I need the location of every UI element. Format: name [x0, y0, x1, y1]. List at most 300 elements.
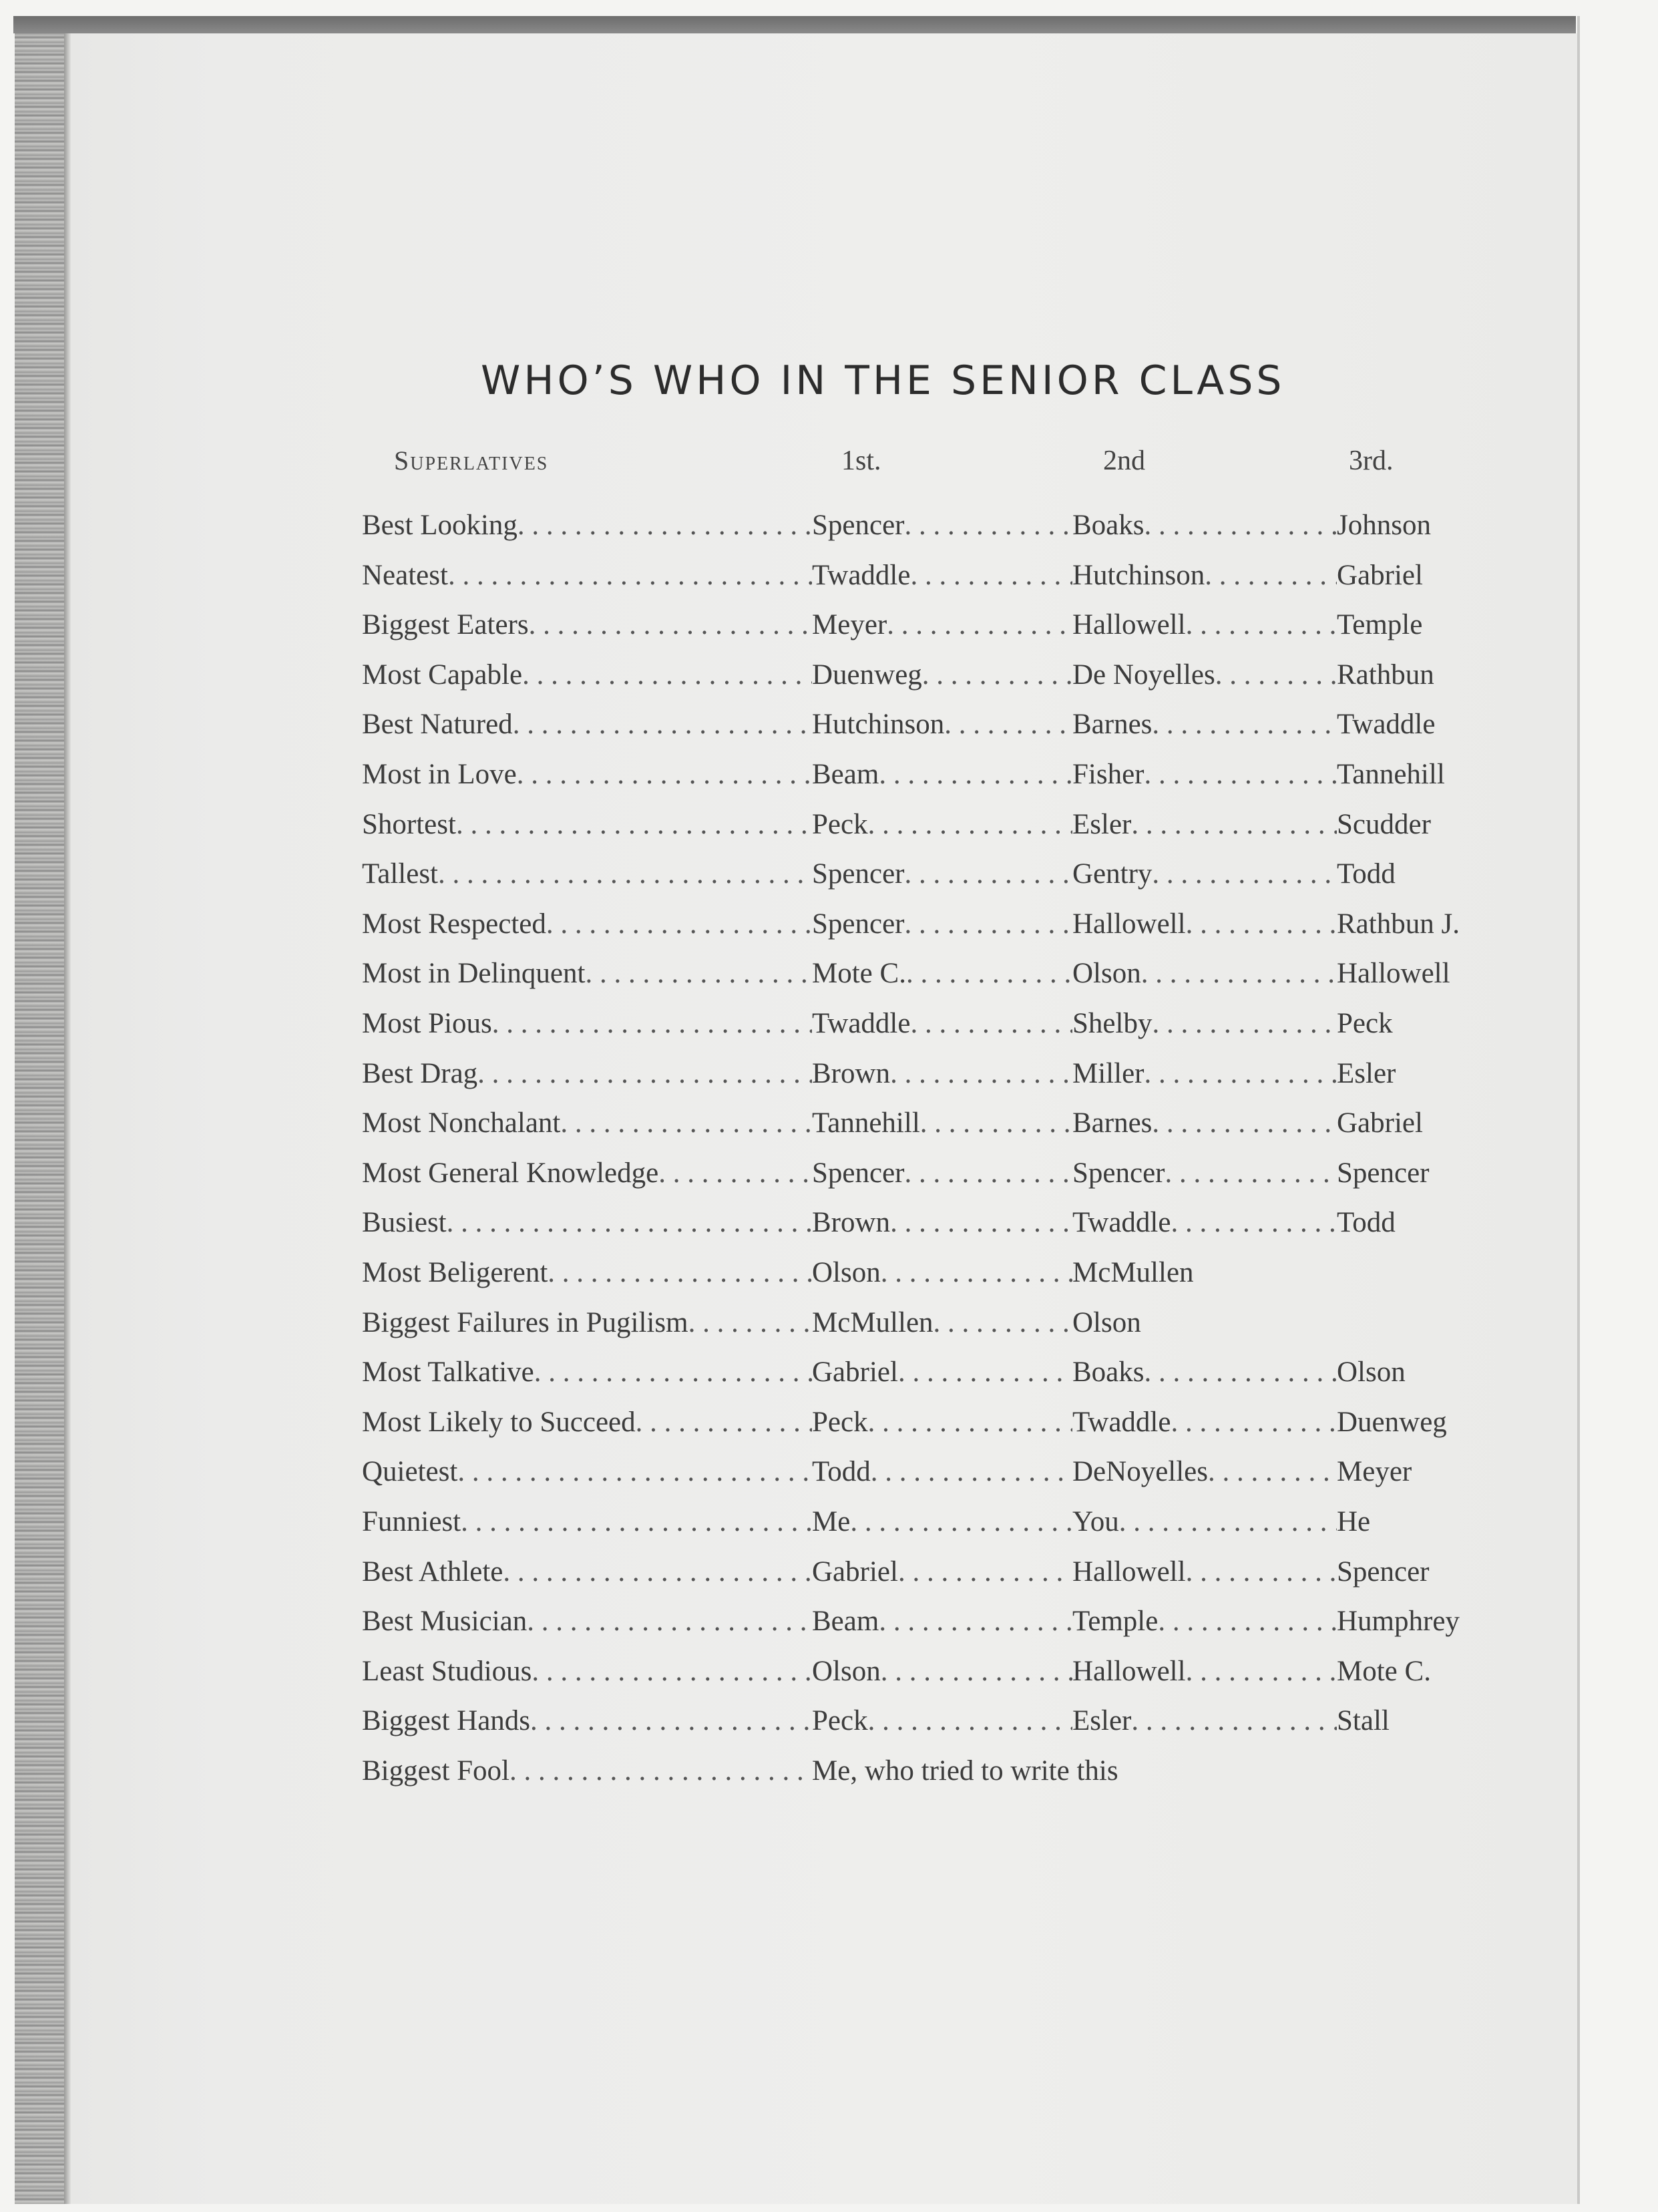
dot-leader	[910, 559, 1072, 592]
second-place: Barnes	[1072, 1107, 1153, 1139]
table-row	[0, 1107, 1658, 1147]
second-place-cell	[1072, 1406, 1337, 1446]
second-place: Twaddle	[1072, 1407, 1171, 1438]
first-place-cell	[812, 1306, 1072, 1346]
superlative-label: Busiest	[362, 1207, 447, 1238]
superlative-label-cell	[362, 1306, 812, 1346]
third-place-cell	[1337, 758, 1577, 798]
dot-leader	[1152, 1107, 1337, 1139]
superlative-label: Most Likely to Succeed	[362, 1407, 636, 1438]
third-place-cell	[1337, 1057, 1577, 1097]
second-place: DeNoyelles	[1072, 1456, 1208, 1487]
third-place-cell	[1337, 908, 1577, 948]
dot-leader	[457, 1455, 812, 1488]
third-place: Spencer	[1337, 1157, 1430, 1189]
superlative-label: Least Studious	[362, 1656, 532, 1687]
first-place-cell	[812, 1505, 1072, 1545]
second-place-cell	[1072, 858, 1337, 898]
superlative-label-cell	[362, 1007, 812, 1047]
dot-leader	[1145, 509, 1337, 542]
third-place: Scudder	[1337, 809, 1431, 840]
table-row	[0, 1356, 1658, 1396]
superlative-label: Most Talkative	[362, 1356, 534, 1388]
dot-leader	[438, 858, 812, 890]
second-place: Shelby	[1072, 1008, 1153, 1039]
first-place: Spencer	[812, 858, 905, 890]
table-row	[0, 808, 1658, 848]
third-place-cell	[1337, 1007, 1577, 1047]
first-place: Olson	[812, 1257, 881, 1288]
third-place-cell	[1337, 559, 1577, 599]
dot-leader	[1119, 1505, 1337, 1538]
first-place: Spencer	[812, 908, 905, 940]
dot-leader	[1141, 957, 1337, 990]
second-place-cell	[1072, 1157, 1337, 1197]
dot-leader	[448, 559, 812, 592]
third-place: Olson	[1337, 1356, 1406, 1388]
first-place: Spencer	[812, 510, 905, 541]
second-place-cell	[1072, 1057, 1337, 1097]
second-place: Barnes	[1072, 709, 1153, 740]
third-place: Humphrey	[1337, 1606, 1460, 1637]
first-place-cell	[812, 1755, 1577, 1795]
second-place-cell	[1072, 1206, 1337, 1246]
second-place: Miller	[1072, 1058, 1145, 1089]
second-place-cell	[1072, 1455, 1337, 1495]
table-row	[0, 758, 1658, 798]
dot-leader	[850, 1505, 1072, 1538]
dot-leader	[905, 858, 1073, 890]
first-place-cell	[812, 708, 1072, 748]
second-place-cell	[1072, 708, 1337, 748]
superlative-label-cell	[362, 957, 812, 997]
superlative-label-cell	[362, 659, 812, 699]
third-place-cell	[1337, 1704, 1577, 1744]
second-place: Olson	[1072, 1307, 1141, 1338]
first-place-cell	[812, 1157, 1072, 1197]
dot-leader	[492, 1007, 812, 1040]
superlative-label: Most in Love	[362, 759, 517, 790]
first-place: Twaddle	[812, 1008, 911, 1039]
dot-leader	[509, 1755, 812, 1787]
third-place-cell	[1337, 1406, 1577, 1446]
first-place-cell	[812, 1057, 1072, 1097]
superlative-label-cell	[362, 1704, 812, 1744]
superlative-label: Best Natured	[362, 709, 513, 740]
table-row	[0, 1555, 1658, 1596]
second-place: Temple	[1072, 1606, 1159, 1637]
dot-leader	[456, 808, 812, 841]
superlative-label: Most in Delinquent	[362, 958, 586, 989]
dot-leader	[560, 1107, 812, 1139]
first-place-cell	[812, 1655, 1072, 1695]
first-place-cell	[812, 659, 1072, 699]
dot-leader	[1171, 1206, 1337, 1239]
second-place: McMullen	[1072, 1257, 1194, 1288]
first-place-cell	[812, 758, 1072, 798]
second-place-cell	[1072, 1505, 1337, 1545]
table-row	[0, 1206, 1658, 1246]
third-place: Temple	[1337, 609, 1423, 640]
dot-leader	[1205, 559, 1337, 592]
superlative-label-cell	[362, 858, 812, 898]
second-place-cell	[1072, 1306, 1337, 1346]
table-row	[0, 1306, 1658, 1346]
dot-leader	[887, 608, 1072, 641]
first-place: Duenweg	[812, 659, 922, 691]
third-place: Rathbun	[1337, 659, 1434, 691]
superlative-label: Best Athlete	[362, 1556, 503, 1588]
superlative-label: Best Looking	[362, 510, 517, 541]
dot-leader	[534, 1356, 812, 1389]
third-place-cell	[1337, 608, 1577, 649]
superlative-label: Biggest Failures in Pugilism	[362, 1307, 688, 1338]
superlative-label-cell	[362, 1206, 812, 1246]
third-place-cell	[1337, 1455, 1577, 1495]
second-place-cell	[1072, 1605, 1337, 1645]
first-place: Todd	[812, 1456, 871, 1487]
second-place: Hutchinson	[1072, 560, 1205, 591]
dot-leader	[906, 957, 1072, 990]
first-place: Olson	[812, 1656, 881, 1687]
first-place-cell	[812, 908, 1072, 948]
superlative-label-cell	[362, 708, 812, 748]
dot-leader	[1165, 1157, 1337, 1189]
second-place-cell	[1072, 1007, 1337, 1047]
superlative-label: Biggest Hands	[362, 1705, 531, 1736]
third-place: Esler	[1337, 1058, 1396, 1089]
dot-leader	[522, 659, 812, 691]
first-place-cell	[812, 1107, 1072, 1147]
second-place-cell	[1072, 559, 1337, 599]
superlative-label: Most Pious	[362, 1008, 492, 1039]
first-place: Brown	[812, 1207, 891, 1238]
header-third: 3rd.	[1349, 445, 1394, 476]
dot-leader	[1152, 708, 1337, 741]
superlative-label-cell	[362, 1455, 812, 1495]
third-place-cell	[1337, 808, 1577, 848]
second-place-cell	[1072, 758, 1337, 798]
header-first: 1st.	[841, 445, 881, 476]
dot-leader	[636, 1406, 812, 1439]
third-place: Tannehill	[1337, 759, 1445, 790]
first-place: Hutchinson	[812, 709, 945, 740]
first-place: Beam	[812, 759, 879, 790]
third-place: Peck	[1337, 1008, 1393, 1039]
first-place: Peck	[812, 1705, 868, 1736]
first-place: Spencer	[812, 1157, 905, 1189]
dot-leader	[529, 608, 812, 641]
first-place-cell	[812, 858, 1072, 898]
superlative-label-cell	[362, 808, 812, 848]
superlative-label: Most General Knowledge	[362, 1157, 659, 1189]
dot-leader	[461, 1505, 812, 1538]
dot-leader	[1186, 608, 1337, 641]
table-row	[0, 708, 1658, 748]
first-place-cell	[812, 808, 1072, 848]
second-place: De Noyelles	[1072, 659, 1215, 691]
dot-leader	[1152, 858, 1337, 890]
superlative-label-cell	[362, 608, 812, 649]
superlative-label-cell	[362, 1256, 812, 1296]
second-place: Olson	[1072, 958, 1141, 989]
table-row	[0, 659, 1658, 699]
third-place: Mote C.	[1337, 1656, 1431, 1687]
dot-leader	[890, 1206, 1072, 1239]
dot-leader	[1186, 908, 1337, 940]
first-place-cell	[812, 559, 1072, 599]
third-place: Hallowell	[1337, 958, 1450, 989]
dot-leader	[1145, 1356, 1337, 1389]
third-place-cell	[1337, 1157, 1577, 1197]
second-place: Boaks	[1072, 510, 1145, 541]
first-place: Gabriel	[812, 1556, 898, 1588]
third-place-cell	[1337, 509, 1577, 549]
dot-leader	[447, 1206, 812, 1239]
superlative-label: Biggest Eaters	[362, 609, 529, 640]
first-place-cell	[812, 1256, 1072, 1296]
first-place-cell	[812, 1206, 1072, 1246]
first-place-cell	[812, 1555, 1072, 1596]
dot-leader	[527, 1605, 812, 1638]
third-place-cell	[1337, 1655, 1577, 1695]
second-place-cell	[1072, 957, 1337, 997]
superlative-label-cell	[362, 1505, 812, 1545]
first-place-cell	[812, 1406, 1072, 1446]
superlative-label-cell	[362, 1655, 812, 1695]
superlative-label-cell	[362, 1356, 812, 1396]
first-place: Peck	[812, 1407, 868, 1438]
third-place: Johnson	[1337, 510, 1431, 541]
first-place: Brown	[812, 1058, 891, 1089]
third-place-cell	[1337, 1555, 1577, 1596]
first-place-cell	[812, 1704, 1072, 1744]
dot-leader	[879, 758, 1072, 791]
third-place-cell	[1337, 858, 1577, 898]
dot-leader	[890, 1057, 1072, 1090]
table-row	[0, 608, 1658, 649]
table-row	[0, 1455, 1658, 1495]
dot-leader	[1152, 1007, 1337, 1040]
third-place: Gabriel	[1337, 1107, 1423, 1139]
dot-leader	[513, 708, 812, 741]
second-place: Fisher	[1072, 759, 1145, 790]
dot-leader	[517, 509, 812, 542]
dot-leader	[1208, 1455, 1337, 1488]
first-place-cell	[812, 1605, 1072, 1645]
dot-leader	[1145, 758, 1337, 791]
third-place: Duenweg	[1337, 1407, 1447, 1438]
third-place: Todd	[1337, 1207, 1396, 1238]
second-place-cell	[1072, 1555, 1337, 1596]
first-place: McMullen	[812, 1307, 934, 1338]
dot-leader	[910, 1007, 1072, 1040]
superlative-label-cell	[362, 1555, 812, 1596]
dot-leader	[868, 1406, 1072, 1439]
superlative-label: Most Beligerent	[362, 1257, 548, 1288]
first-place-cell	[812, 1356, 1072, 1396]
table-row	[0, 1406, 1658, 1446]
third-place-cell	[1337, 708, 1577, 748]
superlative-label-cell	[362, 1755, 812, 1795]
dot-leader	[658, 1157, 812, 1189]
dot-leader	[881, 1256, 1072, 1289]
superlative-label-cell	[362, 758, 812, 798]
table-row	[0, 1655, 1658, 1695]
superlative-label: Shortest	[362, 809, 456, 840]
second-place: Hallowell	[1072, 609, 1186, 640]
dot-leader	[868, 808, 1072, 841]
superlative-label-cell	[362, 559, 812, 599]
third-place-cell	[1337, 1605, 1577, 1645]
second-place: Gentry	[1072, 858, 1153, 890]
dot-leader	[503, 1555, 812, 1588]
third-place: Meyer	[1337, 1456, 1412, 1487]
dot-leader	[920, 1107, 1072, 1139]
dot-leader	[922, 659, 1072, 691]
table-row	[0, 1704, 1658, 1744]
table-row	[0, 559, 1658, 599]
dot-leader	[530, 1704, 812, 1737]
dot-leader	[881, 1655, 1072, 1688]
dot-leader	[1144, 1057, 1337, 1090]
table-row	[0, 1755, 1658, 1795]
second-place: Boaks	[1072, 1356, 1145, 1388]
first-place-cell	[812, 1007, 1072, 1047]
second-place: Esler	[1072, 1705, 1132, 1736]
table-row	[0, 1505, 1658, 1545]
third-place-cell	[1337, 1356, 1577, 1396]
superlative-label: Funniest	[362, 1506, 461, 1537]
dot-leader	[905, 908, 1073, 940]
second-place-cell	[1072, 1107, 1337, 1147]
second-place-cell	[1072, 908, 1337, 948]
dot-leader	[1158, 1605, 1337, 1638]
first-place: Tannehill	[812, 1107, 920, 1139]
dot-leader	[517, 758, 812, 791]
second-place: Twaddle	[1072, 1207, 1171, 1238]
table-row	[0, 858, 1658, 898]
header-second: 2nd	[1103, 445, 1145, 476]
second-place-cell	[1072, 808, 1337, 848]
superlative-label-cell	[362, 1406, 812, 1446]
superlative-label: Most Respected	[362, 908, 546, 940]
dot-leader	[1186, 1655, 1337, 1688]
dot-leader	[871, 1455, 1072, 1488]
superlative-label: Most Nonchalant	[362, 1107, 561, 1139]
dot-leader	[532, 1655, 812, 1688]
superlative-label: Tallest	[362, 858, 439, 890]
superlative-label-cell	[362, 1057, 812, 1097]
superlative-label: Best Musician	[362, 1606, 528, 1637]
first-place-cell	[812, 1455, 1072, 1495]
third-place: Twaddle	[1337, 709, 1436, 740]
table-row	[0, 957, 1658, 997]
superlative-label: Most Capable	[362, 659, 523, 691]
dot-leader	[477, 1057, 812, 1090]
third-place: Spencer	[1337, 1556, 1430, 1588]
third-place-cell	[1337, 1107, 1577, 1147]
table-row	[0, 1605, 1658, 1645]
dot-leader	[548, 1256, 812, 1289]
page-title: WHO’S WHO IN THE SENIOR CLASS	[481, 357, 1285, 404]
first-place: Mote C.	[812, 958, 906, 989]
second-place: You	[1072, 1506, 1119, 1537]
first-place-cell	[812, 957, 1072, 997]
superlative-label-cell	[362, 1107, 812, 1147]
dot-leader	[879, 1605, 1072, 1638]
superlative-label: Biggest Fool	[362, 1755, 510, 1787]
third-place: Stall	[1337, 1705, 1390, 1736]
dot-leader	[934, 1306, 1072, 1339]
second-place-cell	[1072, 659, 1337, 699]
second-place: Hallowell	[1072, 1556, 1186, 1588]
superlative-label-cell	[362, 509, 812, 549]
second-place: Esler	[1072, 809, 1132, 840]
superlative-label: Best Drag	[362, 1058, 478, 1089]
second-place-cell	[1072, 1356, 1337, 1396]
table-row	[0, 1157, 1658, 1197]
dot-leader	[1186, 1555, 1337, 1588]
dot-leader	[1171, 1406, 1337, 1439]
superlative-label: Neatest	[362, 560, 448, 591]
second-place-cell	[1072, 1256, 1337, 1296]
dot-leader	[1131, 808, 1337, 841]
dot-leader	[688, 1306, 812, 1339]
dot-leader	[585, 957, 812, 990]
superlative-label: Quietest	[362, 1456, 458, 1487]
dot-leader	[1215, 659, 1337, 691]
first-place: Me, who tried to write this	[812, 1755, 1118, 1787]
second-place: Hallowell	[1072, 908, 1186, 940]
third-place-cell	[1337, 1206, 1577, 1246]
third-place: Rathbun J.	[1337, 908, 1460, 940]
second-place-cell	[1072, 509, 1337, 549]
dot-leader	[898, 1356, 1072, 1389]
second-place: Spencer	[1072, 1157, 1165, 1189]
third-place-cell	[1337, 1505, 1577, 1545]
dot-leader	[905, 509, 1073, 542]
dot-leader	[944, 708, 1072, 741]
superlative-label-cell	[362, 1157, 812, 1197]
first-place: Twaddle	[812, 560, 911, 591]
dot-leader	[868, 1704, 1072, 1737]
table-row	[0, 1057, 1658, 1097]
first-place: Meyer	[812, 609, 887, 640]
third-place: He	[1337, 1506, 1371, 1537]
third-place-cell	[1337, 659, 1577, 699]
second-place-cell	[1072, 1655, 1337, 1695]
second-place-cell	[1072, 1704, 1337, 1744]
third-place-cell	[1337, 957, 1577, 997]
third-place: Todd	[1337, 858, 1396, 890]
third-place: Gabriel	[1337, 560, 1423, 591]
second-place-cell	[1072, 608, 1337, 649]
dot-leader	[546, 908, 812, 940]
first-place: Peck	[812, 809, 868, 840]
first-place: Beam	[812, 1606, 879, 1637]
first-place-cell	[812, 509, 1072, 549]
superlative-label-cell	[362, 908, 812, 948]
table-row	[0, 509, 1658, 549]
table-row	[0, 1256, 1658, 1296]
dot-leader	[1131, 1704, 1337, 1737]
first-place-cell	[812, 608, 1072, 649]
superlative-label-cell	[362, 1605, 812, 1645]
dot-leader	[898, 1555, 1072, 1588]
first-place: Me	[812, 1506, 851, 1537]
table-row	[0, 908, 1658, 948]
